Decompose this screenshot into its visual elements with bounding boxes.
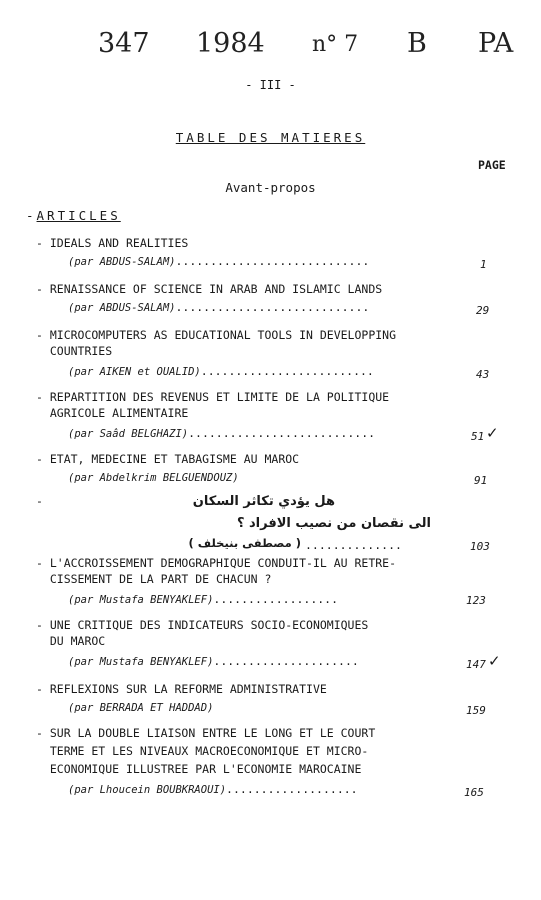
entry-title: TERME ET LES NIVEAUX MACROECONOMIQUE ET MICRO- (36, 744, 369, 758)
entry-title: - REFLEXIONS SUR LA REFORME ADMINISTRATIVE (36, 682, 327, 696)
arabic-title-line-2: الى نقصان من نصيب الافراد ؟ (236, 516, 431, 531)
entry-byline (68, 470, 239, 484)
arabic-author: ( مصطفى بنيخلف ) (188, 536, 301, 550)
entry-dots: ......................... (200, 364, 374, 378)
hand-ref-number: 347 (98, 28, 150, 59)
page-title: TABLE DES MATIERES (175, 130, 366, 145)
entry-byline (68, 364, 374, 378)
entry-page: 43 (476, 368, 490, 381)
entry-title: CISSEMENT DE LA PART DE CHACUN ? (36, 572, 272, 586)
entry-dots: ............................ (175, 254, 370, 268)
entry-title: - IDEALS AND REALITIES (36, 236, 189, 250)
entry-page: 103 (470, 540, 490, 553)
entry-author: (par Lhoucein BOUBKRAOUI) (68, 784, 227, 796)
entry-dots: ........................... (188, 426, 376, 440)
entry-title: - RENAISSANCE OF SCIENCE IN ARAB AND ISLAMIC LANDS (36, 282, 383, 296)
entry-author: (par Mustafa BENYAKLEF) (68, 594, 214, 606)
entry-page: 91 (474, 474, 488, 487)
entry-author: (par Mustafa BENYAKLEF) (68, 656, 214, 668)
section-dash: - (26, 208, 37, 223)
entry-page: 1 (480, 258, 487, 271)
entry-author: (par BERRADA ET HADDAD) (68, 702, 214, 714)
entry-byline (68, 254, 369, 268)
hand-code: PA (478, 28, 514, 59)
entry-byline (68, 426, 375, 440)
page-number: - III - (245, 78, 296, 92)
entry-byline (68, 592, 338, 606)
entry-dash: - (36, 494, 43, 508)
section-heading (26, 208, 121, 223)
entry-byline (68, 782, 358, 796)
entry-page: 29 (476, 304, 490, 317)
entry-title: COUNTRIES (36, 344, 113, 358)
entry-title: - MICROCOMPUTERS AS EDUCATIONAL TOOLS IN DEVELOPPING (36, 328, 397, 342)
entry-dots: .................. (213, 592, 339, 606)
handwritten-annotation (0, 28, 541, 78)
entry-title: - SUR LA DOUBLE LIAISON ENTRE LE LONG ET LE COURT (36, 726, 376, 740)
entry-title: ECONOMIQUE ILLUSTREE PAR L'ECONOMIE MAROCAINE (36, 762, 362, 776)
entry-title: - L'ACCROISSEMENT DEMOGRAPHIQUE CONDUIT-IL AU RETRE- (36, 556, 397, 570)
avant-propos: Avant-propos (225, 180, 316, 195)
entry-title: - REPARTITION DES REVENUS ET LIMITE DE LA POLITIQUE (36, 390, 390, 404)
entry-title: AGRICOLE ALIMENTAIRE (36, 406, 189, 420)
entry-dots: .............. (305, 538, 402, 552)
entry-author: (par ABDUS-SALAM) (68, 256, 176, 268)
section-label: ARTICLES (36, 208, 121, 223)
check-mark-icon: ✓ (486, 424, 499, 442)
entry-byline (68, 300, 369, 314)
entry-author: (par Saâd BELGHAZI) (68, 428, 189, 440)
entry-page: 51 (471, 430, 485, 443)
entry-author: (par Abdelkrim BELGUENDOUZ) (68, 472, 239, 484)
arabic-title-line-1: هل يؤدي تكاثر السكان (192, 494, 335, 509)
check-mark-icon: ✓ (488, 652, 501, 670)
entry-byline (68, 654, 359, 668)
entry-byline (68, 700, 213, 714)
entry-page: 159 (466, 704, 486, 717)
entry-author: (par ABDUS-SALAM) (68, 302, 176, 314)
entry-dots: ..................... (213, 654, 359, 668)
entry-title: DU MAROC (36, 634, 106, 648)
page-column-header: PAGE (478, 158, 506, 172)
entry-title: - UNE CRITIQUE DES INDICATEURS SOCIO-ECONOMIQUES (36, 618, 369, 632)
hand-year: 1984 (196, 28, 265, 59)
entry-title: - ETAT, MEDECINE ET TABAGISME AU MAROC (36, 452, 300, 466)
entry-author: (par AIKEN et OUALID) (68, 366, 201, 378)
entry-page: 123 (466, 594, 486, 607)
entry-dots: ............................ (175, 300, 370, 314)
entry-dots: ................... (226, 782, 358, 796)
hand-letter: B (407, 28, 427, 59)
entry-page: 165 (464, 786, 484, 799)
entry-page: 147 (466, 658, 486, 671)
hand-issue: n° 7 (312, 32, 359, 57)
